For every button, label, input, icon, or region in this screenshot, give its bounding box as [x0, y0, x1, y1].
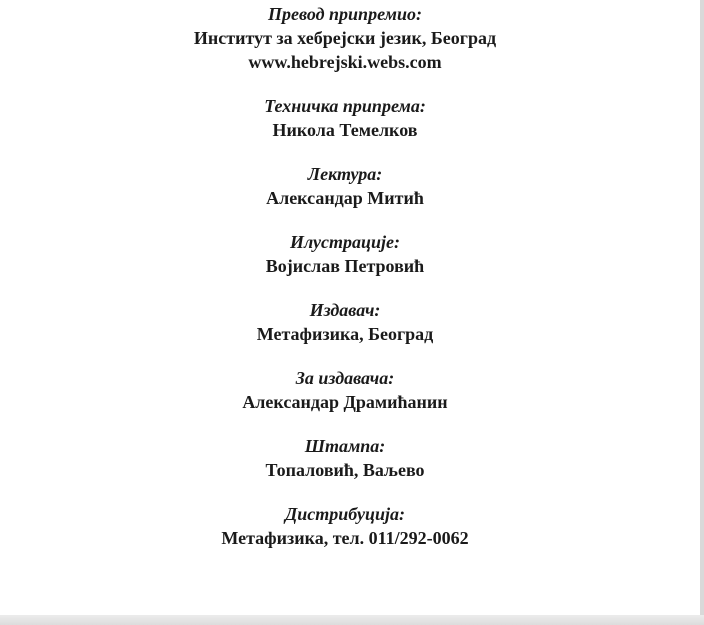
credit-distribution — [0, 502, 690, 550]
credit-role: Техничка припрема: — [264, 96, 426, 116]
credit-value: Институт за хебрејски језик, Београд — [193, 28, 497, 48]
credit-publisher — [0, 298, 690, 346]
credit-value: Метафизика, Београд — [256, 324, 434, 344]
credit-value: Метафизика, тел. 011/292-0062 — [221, 528, 469, 548]
credit-illustrations — [0, 230, 690, 278]
page-bottom-edge — [0, 615, 704, 625]
credit-role: Илустрације: — [290, 232, 400, 252]
credit-translation — [0, 2, 690, 74]
credit-technical-preparation — [0, 94, 690, 142]
credit-role: Штампа: — [304, 436, 386, 456]
credit-value: Никола Темелков — [272, 120, 418, 140]
credit-role: Превод припремио: — [268, 4, 422, 24]
credit-proofreading — [0, 162, 690, 210]
credit-value: Војислав Петровић — [265, 256, 425, 276]
credit-role: Дистрибуција: — [284, 504, 406, 524]
credit-role: Лектура: — [307, 164, 383, 184]
credit-role: За издавача: — [295, 368, 395, 388]
credit-role: Издавач: — [309, 300, 381, 320]
credit-printing — [0, 434, 690, 482]
credit-value: Александар Драмићанин — [242, 392, 448, 412]
page-right-edge — [700, 0, 704, 625]
credit-value: Топаловић, Ваљево — [265, 460, 425, 480]
credit-value: Александар Митић — [266, 188, 424, 208]
credits-list — [0, 2, 690, 570]
credit-for-publisher — [0, 366, 690, 414]
credit-website: www.hebrejski.webs.com — [248, 52, 442, 72]
